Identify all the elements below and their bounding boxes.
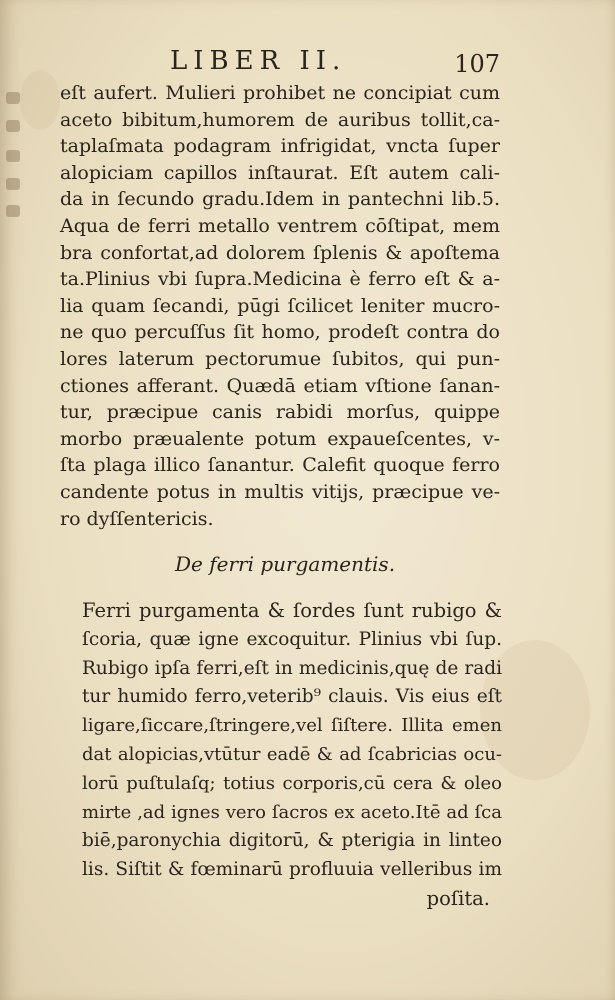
text-line: lores laterum pectorumue ſubitos, qui pun-: [60, 347, 500, 370]
page-number: 107: [454, 50, 500, 78]
text-line: tur humido ferro,veterib⁹ clauis. Vis eius eſt: [82, 686, 502, 708]
paper-stain: [20, 70, 60, 130]
text-line: ro dyſſentericis.: [60, 507, 214, 530]
margin-mark: [6, 178, 20, 190]
text-line: eſt aufert. Mulieri prohibet ne concipiat cum: [60, 82, 500, 104]
text-line: da in ſecundo gradu.Idem in pantechni lib.5.: [60, 188, 500, 211]
running-title: LIBER II.: [170, 46, 347, 76]
margin-mark: [6, 120, 20, 132]
text-line: ſcoria, quæ igne excoquitur. Plinius vbi ſup.: [82, 628, 502, 650]
text-line: aceto bibitum,humorem de auribus tollit,ca-: [60, 108, 500, 131]
text-line: dat alopicias,vtūtur eadē & ad ſcabricias ocu-: [82, 743, 502, 765]
page-header: [170, 46, 500, 80]
text-line: lis. Siſtit & fœminarū profluuia velleribus im: [82, 859, 502, 881]
text-line: taplaſmata podagram infrigidat, vncta ſuper: [60, 135, 500, 158]
text-line: ne quo percuſſus ſit homo, prodeſt contra do: [60, 321, 500, 344]
text-line: ta.Plinius vbi ſupra.Medicina è ferro eſt & a-: [60, 268, 500, 291]
text-line: candente potus in multis vitijs, præcipue ve-: [60, 480, 500, 503]
margin-mark: [6, 150, 20, 162]
margin-mark: [6, 205, 20, 217]
margin-mark: [6, 92, 20, 104]
text-line: ſta plaga illico ſanantur. Calefit quoque ferro: [60, 454, 500, 477]
text-line: lorū puſtulaſq; totius corporis,cū cera & oleo: [82, 772, 502, 794]
text-line: Aqua de ferri metallo ventrem cōſtipat, mem: [60, 214, 500, 237]
text-line: biē,paronychia digitorū, & pterigia in linteo: [82, 830, 502, 852]
text-line: poſita.: [426, 886, 490, 910]
text-line: Rubigo ipſa ferri,eſt in medicinis,quę de radi: [82, 657, 502, 679]
text-line: mirte ,ad ignes vero ſacros ex aceto.Itē ad ſca: [82, 801, 502, 823]
text-line: bra confortat,ad dolorem ſplenis & apoſtema: [60, 241, 500, 264]
text-line: tur, præcipue canis rabidi morſus, quippe: [60, 401, 500, 424]
text-line: morbo præualente potum expaueſcentes, v-: [60, 427, 500, 450]
text-line: ligare,ſiccare,ſtringere,vel ſiſtere. Illita emen: [82, 715, 502, 737]
text-line: ctiones afferant. Quædā etiam vſtione ſanan-: [60, 374, 500, 397]
text-line: lia quam ſecandi, pūgi ſcilicet leniter mucro-: [60, 294, 500, 317]
text-line: Ferri purgamenta & ſordes ſunt rubigo &: [82, 599, 502, 622]
text-line: alopiciam capillos inſtaurat. Eſt autem cali-: [60, 161, 500, 184]
main-text-block: [60, 80, 500, 532]
section-text-block: [82, 597, 502, 914]
section-heading: De ferri purgamentis.: [175, 552, 396, 576]
